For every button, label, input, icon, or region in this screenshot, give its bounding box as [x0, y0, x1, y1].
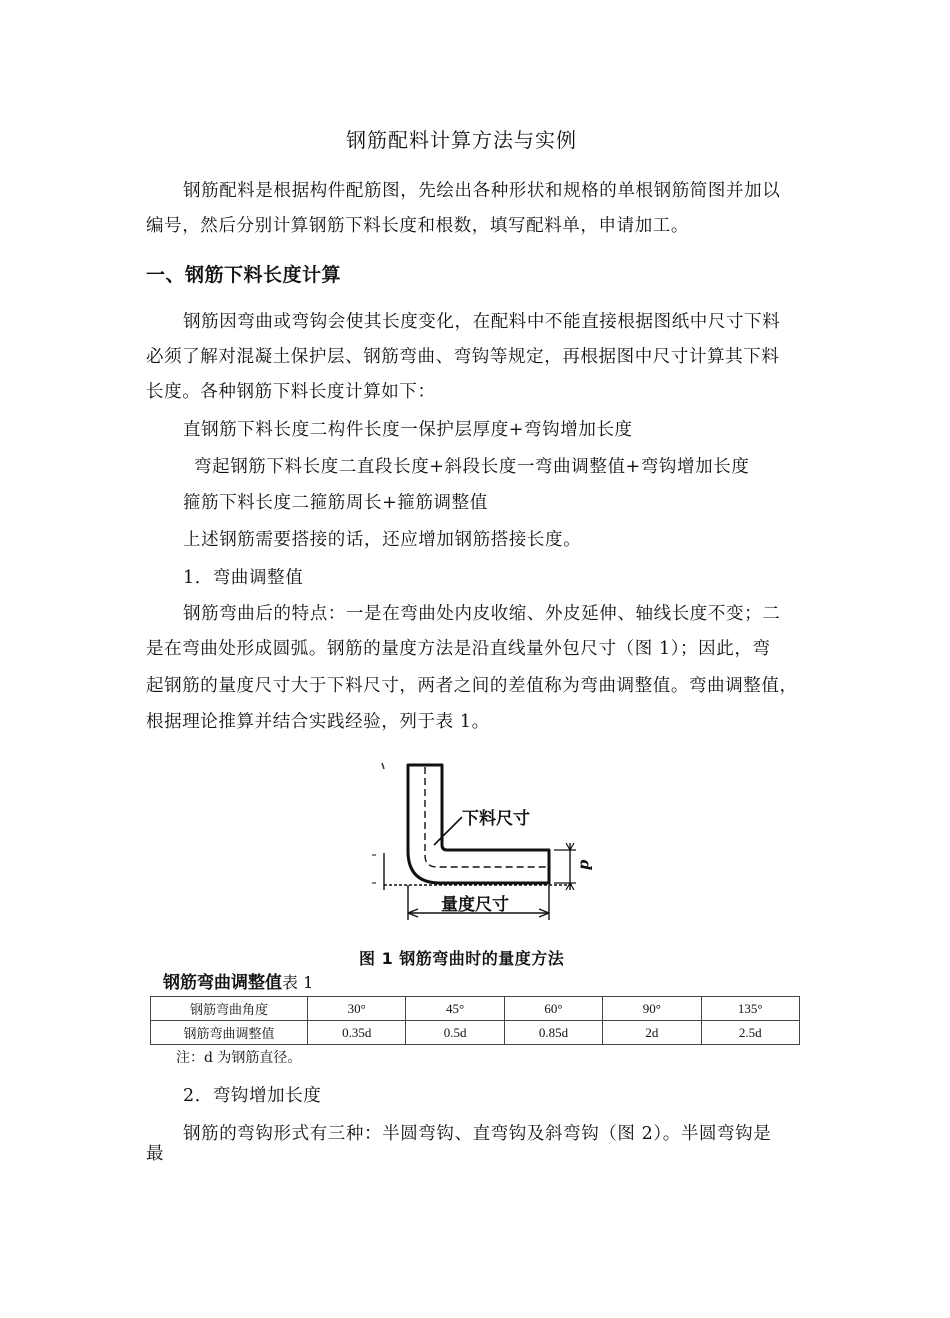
table-row-adjustment — [151, 1021, 800, 1045]
para1-line-1: 钢筋因弯曲或弯钩会使其长度变化，在配料中不能直接根据图纸中尺寸下料 — [183, 312, 781, 332]
table-cell: 90° — [603, 997, 701, 1021]
table-1-title — [163, 968, 313, 993]
sub1-line-2: 是在弯曲处形成圆弧。钢筋的量度方法是沿直线量外包尺寸（图 1）；因此，弯 — [146, 639, 771, 659]
table-cell: 2.5d — [701, 1021, 799, 1045]
table-1-title-number: 表 1 — [282, 973, 314, 992]
table-cell: 0.5d — [406, 1021, 504, 1045]
bend-adjustment-table — [150, 996, 800, 1045]
sub2-line-1: 钢筋的弯钩形式有三种：半圆弯钩、直弯钩及斜弯钩（图 2）。半圆弯钩是 — [183, 1124, 772, 1144]
figure-label-measure-length: 量度尺寸 — [441, 895, 509, 915]
sub1-line-1: 钢筋弯曲后的特点：一是在弯曲处内皮收缩、外皮延伸、轴线长度不变；二 — [183, 604, 781, 624]
table-1-title-main: 钢筋弯曲调整值 — [163, 973, 282, 993]
figure-1-caption: 图 1 钢筋弯曲时的量度方法 — [359, 949, 565, 968]
intro-line-2: 编号，然后分别计算钢筋下料长度和根数，填写配料单，申请加工。 — [146, 216, 689, 236]
table-row-head-angle: 钢筋弯曲角度 — [151, 997, 308, 1021]
intro-line-1: 钢筋配料是根据构件配筋图，先绘出各种形状和规格的单根钢筋简图并加以 — [183, 181, 781, 201]
sub2-line-2: 最 — [146, 1144, 165, 1164]
sub1-line-4: 根据理论推算并结合实践经验，列于表 1。 — [146, 712, 490, 732]
table-row-head-adjustment: 钢筋弯曲调整值 — [151, 1021, 308, 1045]
figure-label-cut-length: 下料尺寸 — [462, 809, 530, 829]
formula-bent: 弯起钢筋下料长度二直段长度+斜段长度一弯曲调整值+弯钩增加长度 — [194, 457, 750, 477]
subheading-bend-adjustment: 1．弯曲调整值 — [183, 568, 304, 588]
section-heading: 一、钢筋下料长度计算 — [146, 264, 342, 286]
table-row-angle — [151, 997, 800, 1021]
subheading-hook-length: 2．弯钩增加长度 — [183, 1086, 322, 1106]
table-cell: 30° — [308, 997, 406, 1021]
table-cell: 45° — [406, 997, 504, 1021]
table-cell: 0.85d — [504, 1021, 602, 1045]
figure-label-d: d — [576, 859, 595, 871]
page-title: 钢筋配料计算方法与实例 — [346, 128, 577, 152]
table-cell: 60° — [504, 997, 602, 1021]
formula-stirrup: 箍筋下料长度二箍筋周长+箍筋调整值 — [183, 493, 488, 513]
table-cell: 2d — [603, 1021, 701, 1045]
table-note: 注：d 为钢筋直径。 — [176, 1050, 302, 1066]
para1-line-3: 长度。各种钢筋下料长度计算如下： — [146, 382, 436, 402]
lap-note: 上述钢筋需要搭接的话，还应增加钢筋搭接长度。 — [183, 530, 582, 550]
table-cell: 0.35d — [308, 1021, 406, 1045]
table-cell: 135° — [701, 997, 799, 1021]
formula-straight: 直钢筋下料长度二构件长度一保护层厚度+弯钩增加长度 — [183, 420, 633, 440]
para1-line-2: 必须了解对混凝土保护层、钢筋弯曲、弯钩等规定，再根据图中尺寸计算其下料 — [146, 347, 780, 367]
sub1-line-3: 起钢筋的量度尺寸大于下料尺寸，两者之间的差值称为弯曲调整值。弯曲调整值， — [146, 676, 798, 696]
